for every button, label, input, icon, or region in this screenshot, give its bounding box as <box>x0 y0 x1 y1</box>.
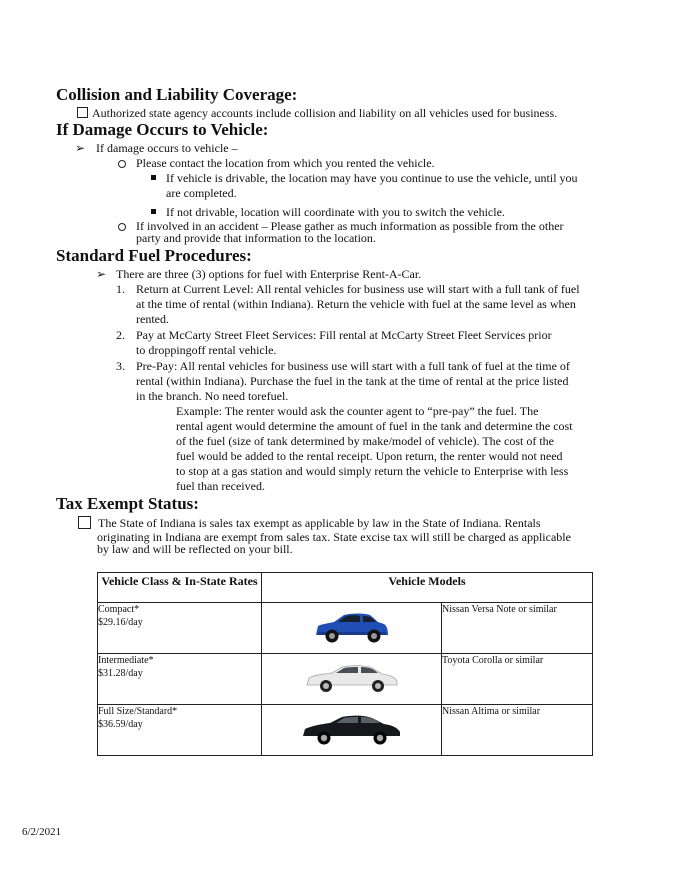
square-bullet-icon <box>151 175 156 180</box>
tax-heading: Tax Exempt Status: <box>56 494 199 513</box>
fuel-option-3-line1: Pre-Pay: All rental vehicles for business use will start with a full tank of fuel at the time of <box>136 359 570 373</box>
fuel-example-line: fuel would be added to the rental receipt. Upon return, the renter would not need <box>176 449 563 463</box>
damage-heading: If Damage Occurs to Vehicle: <box>56 120 269 139</box>
fuel-option-2-line1: Pay at McCarty Street Fleet Services: Fill rental at McCarty Street Fleet Services prior <box>136 328 552 342</box>
fuel-heading: Standard Fuel Procedures: <box>56 246 252 265</box>
circle-bullet-icon <box>118 160 126 168</box>
vehicle-class-cell <box>98 705 262 756</box>
damage-contact: Please contact the location from which you rented the vehicle. <box>136 156 435 170</box>
fuel-option-number: 3. <box>116 359 125 373</box>
table-row <box>98 705 593 756</box>
fuel-option-number: 1. <box>116 282 125 296</box>
collision-heading: Collision and Liability Coverage: <box>56 85 298 104</box>
circle-bullet-icon <box>118 223 126 231</box>
damage-intro: If damage occurs to vehicle – <box>96 141 238 155</box>
damage-not-drivable: If not drivable, location will coordinate with you to switch the vehicle. <box>166 205 505 219</box>
fuel-example-line: rental agent would determine the amount of fuel in the tank and determine the cost <box>176 419 573 433</box>
damage-drivable-line2: are completed. <box>166 186 237 200</box>
white-sedan-icon <box>304 663 400 695</box>
checkbox-icon <box>78 516 91 529</box>
vehicle-image-cell <box>262 705 442 756</box>
vehicle-class-name: Compact* <box>98 604 140 615</box>
checkbox-icon <box>77 107 88 118</box>
fuel-option-number: 2. <box>116 328 125 342</box>
damage-accident-line1: If involved in an accident – Please gather as much information as possible from the other <box>136 219 564 233</box>
fuel-option-1-line2: at the time of rental (within Indiana). Return the vehicle with fuel at the same level as when <box>136 297 576 311</box>
fuel-option-1-line3: rented. <box>136 312 169 326</box>
vehicle-class-cell <box>98 603 262 654</box>
vehicle-class-cell <box>98 654 262 705</box>
fuel-option-1-line1: Return at Current Level: All rental vehicles for business use will start with a full tank of fuel <box>136 282 580 296</box>
tax-line2: originating in Indiana are exempt from sales tax. State excise tax will still be charged as applicable <box>97 530 571 544</box>
vehicle-model-cell: Toyota Corolla or similar <box>442 654 593 705</box>
vehicle-rate: $36.59/day <box>98 719 143 730</box>
table-row <box>98 654 593 705</box>
arrow-bullet-icon: ➢ <box>96 267 107 281</box>
vehicle-rate: $29.16/day <box>98 617 143 628</box>
vehicle-model-cell: Nissan Versa Note or similar <box>442 603 593 654</box>
tax-line1: The State of Indiana is sales tax exempt as applicable by law in the State of Indiana. Rentals <box>98 516 541 530</box>
vehicle-rate: $31.28/day <box>98 668 143 679</box>
fuel-example-line: Example: The renter would ask the counter agent to “pre-pay” the fuel. The <box>176 404 539 418</box>
table-header-row <box>98 573 593 603</box>
footer-date: 6/2/2021 <box>22 826 62 838</box>
vehicle-class-name: Full Size/Standard* <box>98 706 178 717</box>
collision-item: Authorized state agency accounts include collision and liability on all vehicles used for business. <box>77 106 557 121</box>
fuel-example-line: of the fuel (size of tank determined by make/model of vehicle). The cost of the <box>176 434 554 448</box>
table-row <box>98 603 593 654</box>
tax-line3: by law and will be reflected on your bill. <box>97 542 293 556</box>
vehicle-class-name: Intermediate* <box>98 655 154 666</box>
fuel-example-line: fuel than received. <box>176 479 265 493</box>
vehicle-class-header: Vehicle Class & In-State Rates <box>98 573 262 603</box>
fuel-option-2-line2: to droppingoff rental vehicle. <box>136 343 277 357</box>
vehicle-rate-table <box>97 572 593 756</box>
vehicle-model-cell: Nissan Altima or similar <box>442 705 593 756</box>
damage-accident-line2: party and provide that information to the location. <box>136 231 376 245</box>
damage-drivable-line1: If vehicle is drivable, the location may have you continue to use the vehicle, until you <box>166 171 578 185</box>
arrow-bullet-icon: ➢ <box>75 141 86 155</box>
fuel-example-line: to stop at a gas station and would simply return the vehicle to Enterprise with less <box>176 464 569 478</box>
black-sedan-icon <box>300 713 404 747</box>
vehicle-models-header: Vehicle Models <box>262 573 593 603</box>
fuel-option-3-line3: in the branch. No need torefuel. <box>136 389 289 403</box>
vehicle-image-cell <box>262 654 442 705</box>
fuel-option-3-line2: rental (within Indiana). Purchase the fuel in the tank at the time of rental at the price listed <box>136 374 569 388</box>
blue-hatchback-icon <box>312 611 392 645</box>
vehicle-image-cell <box>262 603 442 654</box>
square-bullet-icon <box>151 209 156 214</box>
fuel-intro: There are three (3) options for fuel with Enterprise Rent-A-Car. <box>116 267 422 281</box>
